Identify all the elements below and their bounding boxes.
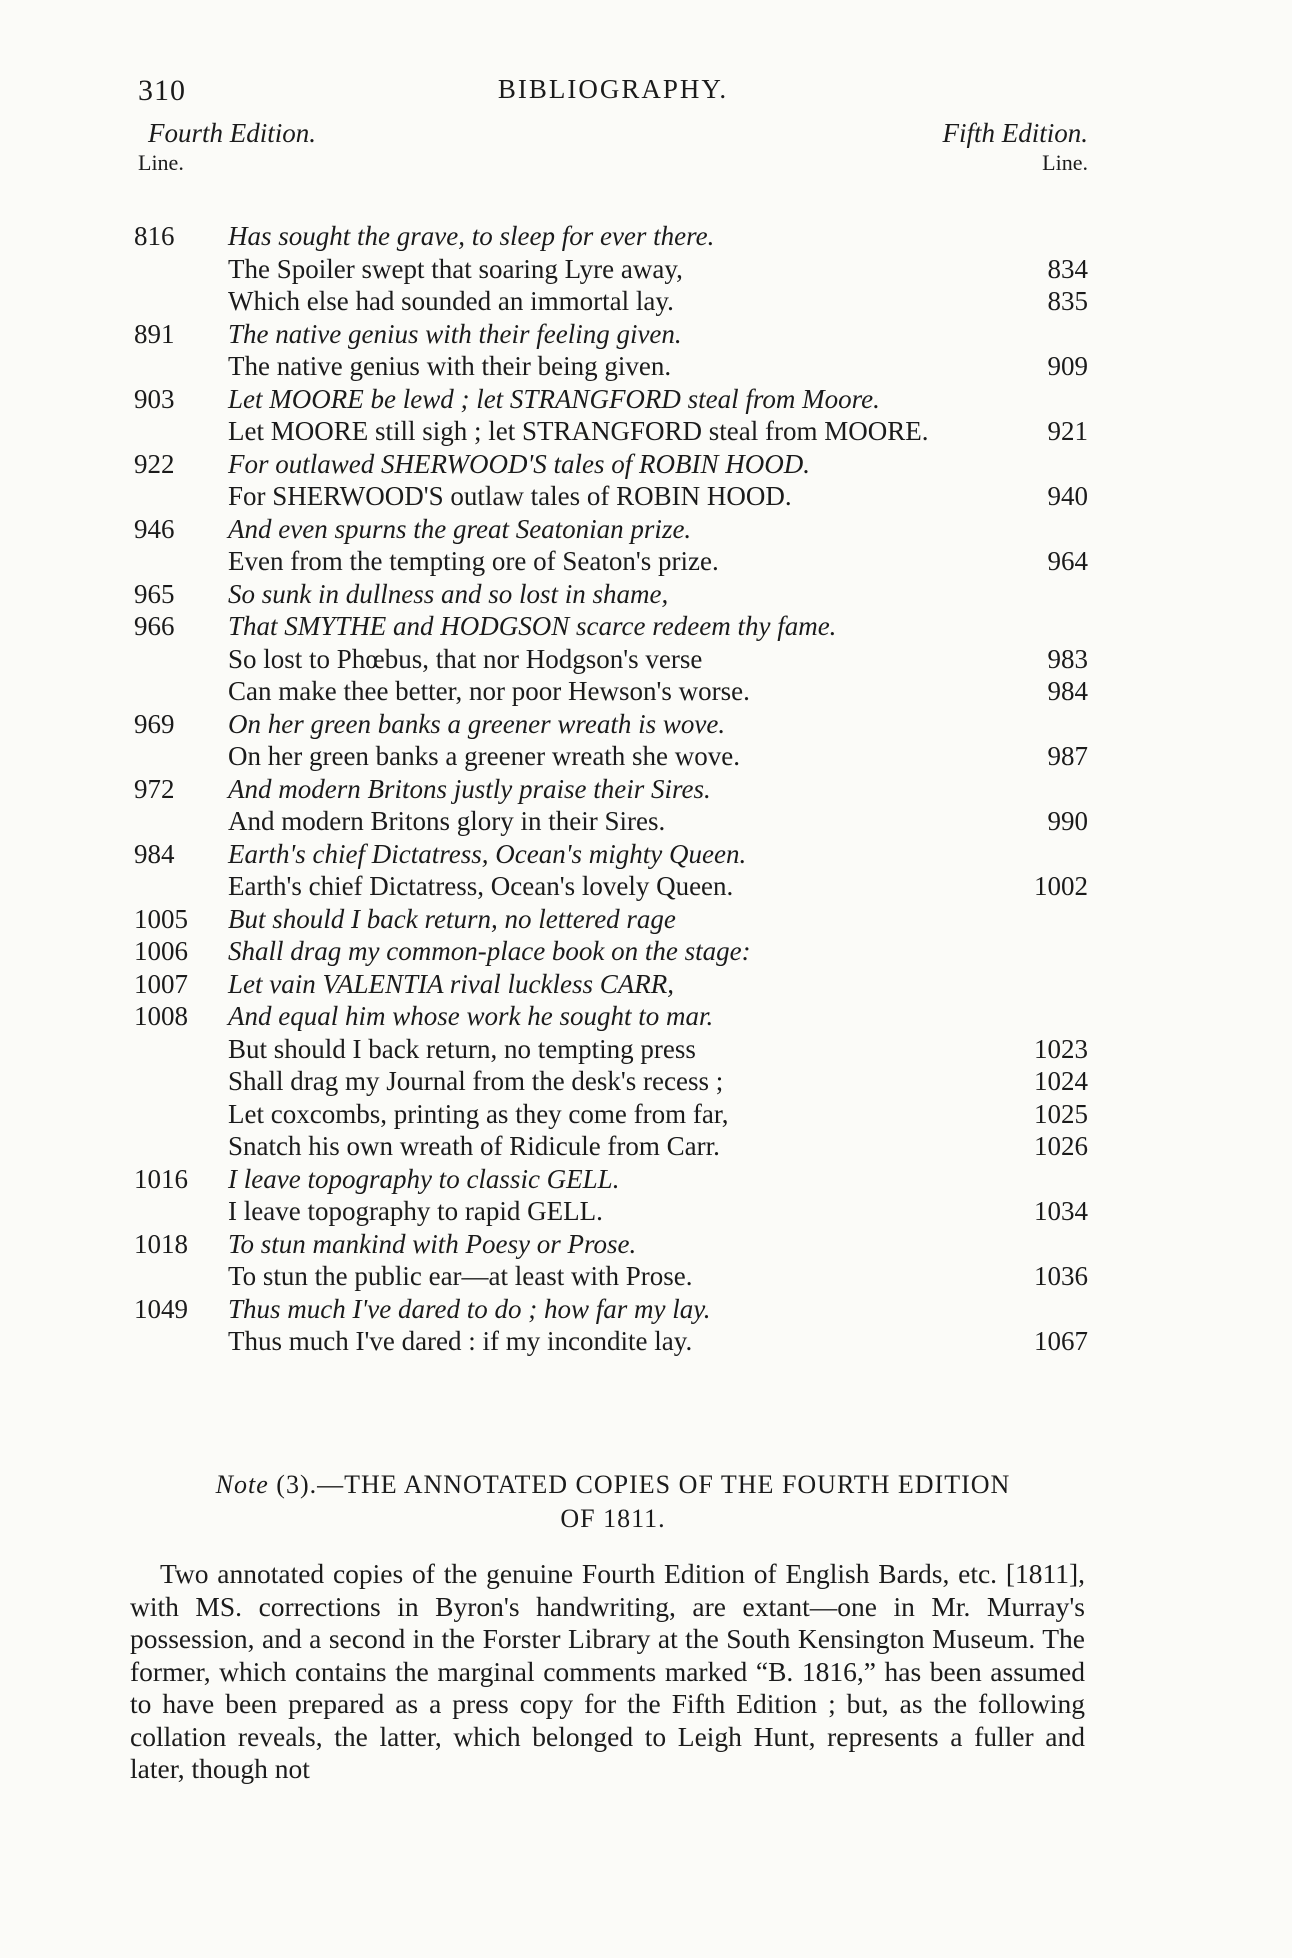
- body-paragraph: Two annotated copies of the genuine Fourth Edition of English Bards, etc. [1811], with MS. corrections in Byron's handwriting, are extant—one in Mr. Murray's possession, and a second in the Forster Library at the South Kensington Museum. The former, which contains the marginal comments marked “B. 1816,” has been assumed to have been prepared as a press copy for the Fifth Edition ; but, as the following collation reveals, the latter, which belonged to Leigh Hunt, represents a fuller and later, though not: [130, 1558, 1085, 1784]
- fourth-line-number: 891: [134, 318, 175, 349]
- note-title: —THE ANNOTATED COPIES OF THE FOURTH EDITION: [317, 1470, 1011, 1499]
- verse-text: Shall drag my common-place book on the stage:: [228, 936, 751, 966]
- fifth-line-number: 909: [1047, 351, 1088, 381]
- fourth-line-number: 1006: [134, 936, 188, 966]
- note-number: (3).: [276, 1470, 318, 1499]
- verse-text: To stun the public ear—at least with Prose.: [228, 1261, 693, 1291]
- verse-text: Let coxcombs, printing as they come from far,: [228, 1098, 729, 1129]
- verse-text: Shall drag my Journal from the desk's recess ;: [228, 1066, 724, 1096]
- fifth-edition-line: [0, 870, 1292, 903]
- fifth-edition-line: [0, 1065, 1292, 1098]
- fifth-line-number: 1034: [1034, 1196, 1088, 1226]
- verse-text: And equal him whose work he sought to mar.: [228, 1001, 714, 1031]
- verse-text: Thus much I've dared to do ; how far my lay.: [228, 1293, 711, 1324]
- verse-text: So sunk in dullness and so lost in shame,: [228, 578, 669, 609]
- fifth-edition-line: [0, 1260, 1292, 1293]
- verse-text: But should I back return, no tempting press: [228, 1033, 696, 1064]
- verse-text: Let vain VALENTIA rival luckless CARR,: [228, 968, 674, 999]
- fourth-edition-line: [0, 610, 1292, 643]
- verse-text: The native genius with their feeling given.: [228, 318, 682, 349]
- fifth-edition-line: [0, 285, 1292, 318]
- fifth-edition-line: [0, 1325, 1292, 1358]
- fourth-edition-line: [0, 838, 1292, 871]
- verse-text: And modern Britons glory in their Sires.: [228, 806, 666, 836]
- page-title: BIBLIOGRAPHY.: [497, 74, 729, 104]
- fourth-edition-line: [0, 1228, 1292, 1261]
- verse-text: Earth's chief Dictatress, Ocean's lovely Queen.: [228, 871, 734, 901]
- fifth-line-number: 984: [1047, 676, 1088, 706]
- fifth-line-number: 987: [1047, 741, 1088, 771]
- fifth-edition-line: [0, 643, 1292, 676]
- fourth-line-number: 1018: [134, 1228, 188, 1259]
- fourth-edition-line: [0, 773, 1292, 806]
- fifth-line-number: 1024: [1034, 1066, 1088, 1096]
- page-number: 310: [138, 74, 186, 107]
- fourth-edition-line: [0, 903, 1292, 936]
- fourth-edition-line: [0, 383, 1292, 416]
- verse-text: Snatch his own wreath of Ridicule from Carr.: [228, 1131, 720, 1161]
- fourth-line-number: 966: [134, 611, 175, 641]
- fourth-edition-line: [0, 220, 1292, 253]
- fourth-edition-line: [0, 968, 1292, 1001]
- fourth-edition-line: [0, 935, 1292, 968]
- verse-text: So lost to Phœbus, that nor Hodgson's verse: [228, 643, 703, 674]
- fifth-edition-line: [0, 480, 1292, 513]
- fifth-line-number: 1036: [1034, 1261, 1088, 1291]
- fifth-edition-line: [0, 350, 1292, 383]
- verse-text: On her green banks a greener wreath is wove.: [228, 708, 726, 739]
- note-heading: [138, 1468, 1088, 1536]
- verse-text: For outlawed SHERWOOD'S tales of ROBIN HOOD.: [228, 448, 810, 479]
- fourth-line-number: 972: [134, 773, 175, 804]
- fourth-edition-line: [0, 1163, 1292, 1196]
- fourth-edition-line: [0, 1293, 1292, 1326]
- fifth-edition-heading: Fifth Edition.: [942, 118, 1088, 148]
- fourth-line-number: 1016: [134, 1163, 188, 1194]
- fourth-line-number: 1007: [134, 968, 188, 999]
- verse-text: I leave topography to rapid GELL.: [228, 1196, 603, 1226]
- fourth-line-number: 965: [134, 578, 175, 609]
- verse-text: Even from the tempting ore of Seaton's prize.: [228, 546, 719, 576]
- fourth-line-number: 946: [134, 513, 175, 544]
- running-header: [138, 74, 1088, 114]
- fifth-line-number: 990: [1047, 806, 1088, 836]
- note-label: Note: [215, 1470, 269, 1499]
- verse-text: But should I back return, no lettered rage: [228, 903, 676, 934]
- fifth-line-number: 940: [1047, 481, 1088, 511]
- note-title-continued: OF 1811.: [560, 1504, 666, 1533]
- verse-text: Let MOORE be lewd ; let STRANGFORD steal from Moore.: [228, 383, 880, 414]
- verse-text: To stun mankind with Poesy or Prose.: [228, 1228, 637, 1259]
- fifth-line-number: 1067: [1034, 1326, 1088, 1356]
- fifth-line-label: Line.: [1042, 150, 1088, 175]
- verse-text: Which else had sounded an immortal lay.: [228, 286, 674, 316]
- fourth-edition-line: [0, 513, 1292, 546]
- fifth-edition-line: [0, 1098, 1292, 1131]
- verse-text: And modern Britons justly praise their Sires.: [228, 773, 711, 804]
- fifth-edition-line: [0, 253, 1292, 286]
- verse-text: And even spurns the great Seatonian prize.: [228, 513, 692, 544]
- fifth-edition-line: [0, 1130, 1292, 1163]
- fourth-line-number: 1005: [134, 903, 188, 934]
- verse-text: Thus much I've dared : if my incondite lay.: [228, 1326, 693, 1356]
- verse-text: Earth's chief Dictatress, Ocean's mighty Queen.: [228, 838, 747, 869]
- fourth-line-label: Line.: [138, 150, 184, 175]
- fifth-edition-line: [0, 675, 1292, 708]
- fourth-edition-line: [0, 708, 1292, 741]
- fifth-line-number: 834: [1047, 253, 1088, 284]
- verse-text: I leave topography to classic GELL.: [228, 1163, 620, 1194]
- fifth-line-number: 1026: [1034, 1131, 1088, 1161]
- fifth-edition-line: [0, 1195, 1292, 1228]
- fourth-line-number: 1008: [134, 1001, 188, 1031]
- fourth-edition-heading: Fourth Edition.: [148, 118, 316, 148]
- fifth-line-number: 1025: [1034, 1098, 1088, 1129]
- fourth-line-number: 903: [134, 383, 175, 414]
- collation-list: [0, 220, 1292, 1358]
- fifth-edition-line: [0, 545, 1292, 578]
- fifth-line-number: 835: [1047, 286, 1088, 316]
- fourth-line-number: 1049: [134, 1293, 188, 1324]
- fifth-line-number: 1023: [1034, 1033, 1088, 1064]
- fifth-edition-line: [0, 740, 1292, 773]
- verse-text: Let MOORE still sigh ; let STRANGFORD steal from MOORE.: [228, 416, 929, 446]
- fourth-edition-line: [0, 318, 1292, 351]
- fifth-line-number: 983: [1047, 643, 1088, 674]
- fourth-line-number: 922: [134, 448, 175, 479]
- fifth-edition-line: [0, 1033, 1292, 1066]
- line-labels: [138, 150, 1088, 182]
- fourth-line-number: 816: [134, 221, 175, 251]
- fifth-line-number: 964: [1047, 546, 1088, 576]
- fourth-edition-line: [0, 448, 1292, 481]
- fifth-line-number: 921: [1047, 416, 1088, 446]
- fourth-line-number: 969: [134, 708, 175, 739]
- fifth-edition-line: [0, 805, 1292, 838]
- fourth-edition-line: [0, 1000, 1292, 1033]
- fifth-edition-line: [0, 415, 1292, 448]
- verse-text: The native genius with their being given.: [228, 351, 672, 381]
- fourth-line-number: 984: [134, 838, 175, 869]
- verse-text: Can make thee better, nor poor Hewson's worse.: [228, 676, 750, 706]
- verse-text: That SMYTHE and HODGSON scarce redeem thy fame.: [228, 611, 837, 641]
- verse-text: For SHERWOOD'S outlaw tales of ROBIN HOOD.: [228, 481, 792, 511]
- verse-text: On her green banks a greener wreath she wove.: [228, 741, 741, 771]
- fourth-edition-line: [0, 578, 1292, 611]
- verse-text: Has sought the grave, to sleep for ever there.: [228, 221, 715, 251]
- fifth-line-number: 1002: [1034, 871, 1088, 901]
- verse-text: The Spoiler swept that soaring Lyre away,: [228, 253, 683, 284]
